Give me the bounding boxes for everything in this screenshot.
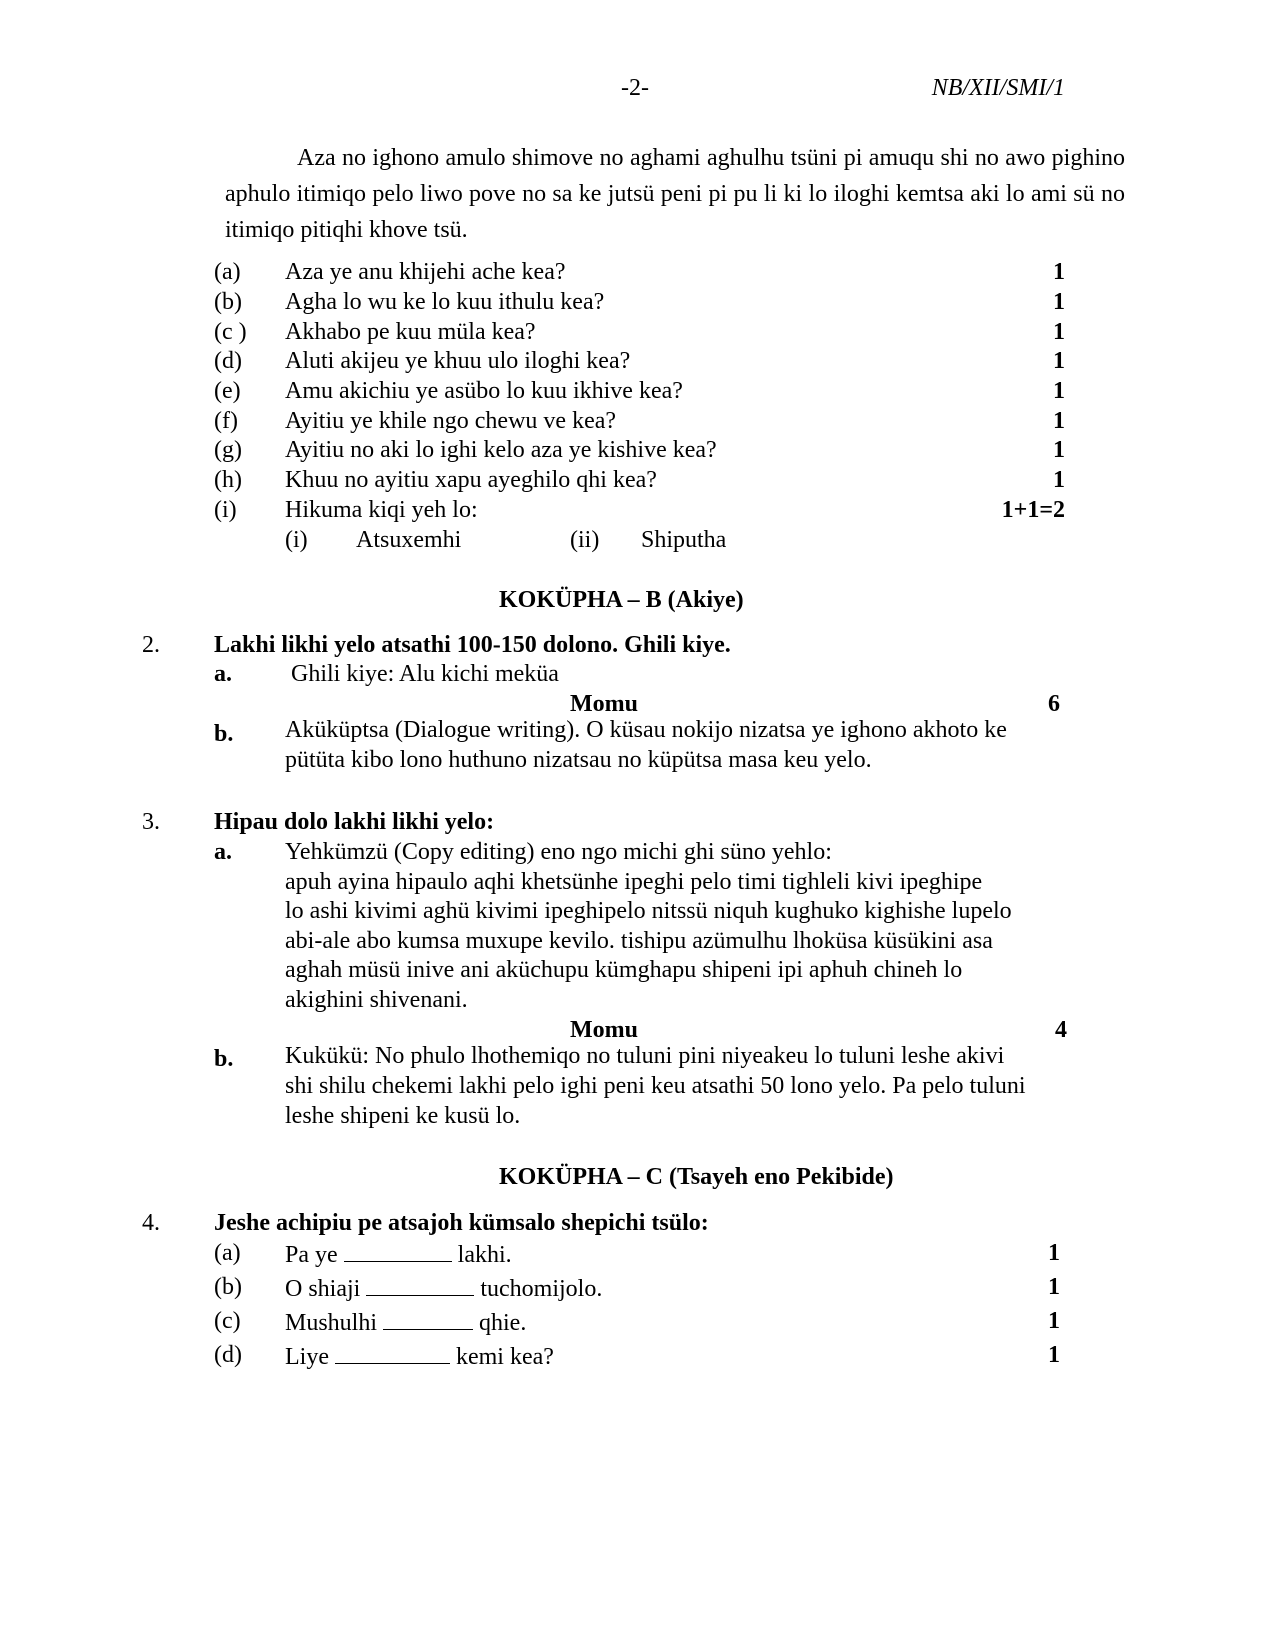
q3-a-line: apuh ayina hipaulo aqhi khetsünhe ipeghi pelo timi tighleli kivi ipeghipe	[285, 869, 983, 895]
sub-text-i: Atsuxemhi	[356, 527, 462, 553]
q4-title: Jeshe achipiu pe atsajoh kümsalo shepichi tsülo:	[214, 1210, 709, 1236]
q4-before-c: Mushulhi	[285, 1310, 378, 1336]
q2-marks: 6	[1048, 691, 1060, 717]
q3-marks: 4	[1055, 1017, 1067, 1043]
q3-title: Hipau dolo lakhi likhi yelo:	[214, 809, 495, 835]
q4-item-a	[285, 1241, 512, 1267]
q2-number: 2.	[142, 632, 160, 658]
fill-blank-a	[344, 1241, 452, 1262]
passage-text: Aza no ighono amulo shimove no aghami aghulhu tsüni pi amuqu shi no awo pighino aphulo itimiqo pelo liwo pove no sa ke jutsü peni pi pu li ki lo iloghi kemtsa aki lo ami sü no itimiqo pitiqhi khove tsü.	[225, 145, 1125, 243]
q2-momu: Momu	[570, 691, 638, 717]
q4-marks-b: 1	[1048, 1274, 1060, 1300]
q1-marks-f: 1	[1053, 408, 1065, 434]
q3-a-line: abi-ale abo kumsa muxupe kevilo. tishipu azümulhu lhoküsa küsükini asa	[285, 928, 993, 954]
q1-marks-g: 1	[1053, 437, 1065, 463]
q4-after-a: lakhi.	[457, 1242, 512, 1268]
q4-item-b	[285, 1275, 602, 1301]
q4-item-c	[285, 1309, 526, 1335]
q1-marks-d: 1	[1053, 348, 1065, 374]
q1-marks-e: 1	[1053, 378, 1065, 404]
q1-marks-c: 1	[1053, 319, 1065, 345]
fill-blank-d	[335, 1343, 450, 1364]
page-number: -2-	[621, 75, 649, 101]
q4-label-b: (b)	[214, 1274, 242, 1300]
section-c-heading: KOKÜPHA – C (Tsayeh eno Pekibide)	[499, 1164, 894, 1190]
sub-text-ii: Shiputha	[641, 527, 727, 553]
q1-label-f: (f)	[214, 408, 238, 434]
q4-item-d	[285, 1343, 554, 1369]
q4-after-c: qhie.	[479, 1310, 527, 1336]
q1-text-h: Khuu no ayitiu xapu ayeghilo qhi kea?	[285, 467, 657, 493]
q3-b-text: Kukükü: No phulo lhothemiqo no tuluni pini niyeakeu lo tuluni leshe akivi shi shilu chekemi lakhi pelo ighi peni keu atsathi 50 lono yelo. Pa pelo tuluni leshe shipeni ke kusü lo.	[285, 1043, 1026, 1129]
q3-number: 3.	[142, 809, 160, 835]
q1-label-d: (d)	[214, 348, 242, 374]
q3-a-line: akighini shivenani.	[285, 987, 468, 1013]
q2-b-text: Aküküptsa (Dialogue writing). O küsau nokijo nizatsa ye ighono akhoto ke pütüta kibo lono huthuno nizatsau no küpütsa masa keu yelo.	[285, 717, 1007, 773]
q1-text-a: Aza ye anu khijehi ache kea?	[285, 259, 566, 285]
q3-a-line: aghah müsü inive ani aküchupu kümghapu shipeni ipi aphuh chineh lo	[285, 957, 963, 983]
q1-text-d: Aluti akijeu ye khuu ulo iloghi kea?	[285, 348, 631, 374]
q1-marks-h: 1	[1053, 467, 1065, 493]
q3-a-line: lo ashi kivimi aghü kivimi ipeghipelo nitssü niquh kughuko kighishe lupelo	[285, 898, 1012, 924]
q1-label-g: (g)	[214, 437, 242, 463]
q4-before-b: O shiaji	[285, 1276, 361, 1302]
q1-text-g: Ayitiu no aki lo ighi kelo aza ye kishive kea?	[285, 437, 717, 463]
q1-label-h: (h)	[214, 467, 242, 493]
q2-b-label: b.	[214, 721, 234, 747]
fill-blank-c	[383, 1309, 473, 1330]
q1-label-e: (e)	[214, 378, 241, 404]
q4-marks-a: 1	[1048, 1240, 1060, 1266]
q3-b-label: b.	[214, 1046, 234, 1072]
q1-text-b: Agha lo wu ke lo kuu ithulu kea?	[285, 289, 605, 315]
q1-text-e: Amu akichiu ye asübo lo kuu ikhive kea?	[285, 378, 683, 404]
q2-a-label: a.	[214, 661, 232, 687]
q1-text-i: Hikuma kiqi yeh lo:	[285, 497, 478, 523]
q4-before-a: Pa ye	[285, 1242, 338, 1268]
q1-label-i: (i)	[214, 497, 237, 523]
q1-marks-b: 1	[1053, 289, 1065, 315]
q4-label-d: (d)	[214, 1342, 242, 1368]
q4-after-d: kemi kea?	[455, 1344, 554, 1370]
q1-marks-a: 1	[1053, 259, 1065, 285]
q1-label-c: (c )	[214, 319, 247, 345]
q4-after-b: tuchomijolo.	[480, 1276, 603, 1302]
q3-momu: Momu	[570, 1017, 638, 1043]
q3-a-intro: Yehkümzü (Copy editing) eno ngo michi ghi süno yehlo:	[285, 839, 832, 865]
q1-label-a: (a)	[214, 259, 241, 285]
q3-a-label: a.	[214, 839, 232, 865]
sub-label-ii: (ii)	[570, 527, 600, 553]
q1-label-b: (b)	[214, 289, 242, 315]
q1-marks-i: 1+1=2	[1001, 497, 1065, 523]
q1-text-c: Akhabo pe kuu müla kea?	[285, 319, 536, 345]
q2-title: Lakhi likhi yelo atsathi 100-150 dolono. Ghili kiye.	[214, 632, 731, 658]
sub-label-i: (i)	[285, 527, 308, 553]
section-b-heading: KOKÜPHA – B (Akiye)	[499, 587, 744, 613]
fill-blank-b	[366, 1275, 474, 1296]
q4-marks-c: 1	[1048, 1308, 1060, 1334]
q2-a-text: Ghili kiye: Alu kichi meküa	[291, 661, 559, 687]
paper-code: NB/XII/SMI/1	[931, 75, 1065, 101]
q4-number: 4.	[142, 1210, 160, 1236]
q4-label-c: (c)	[214, 1308, 241, 1334]
q4-marks-d: 1	[1048, 1342, 1060, 1368]
q4-label-a: (a)	[214, 1240, 241, 1266]
q1-text-f: Ayitiu ye khile ngo chewu ve kea?	[285, 408, 617, 434]
q4-before-d: Liye	[285, 1344, 329, 1370]
